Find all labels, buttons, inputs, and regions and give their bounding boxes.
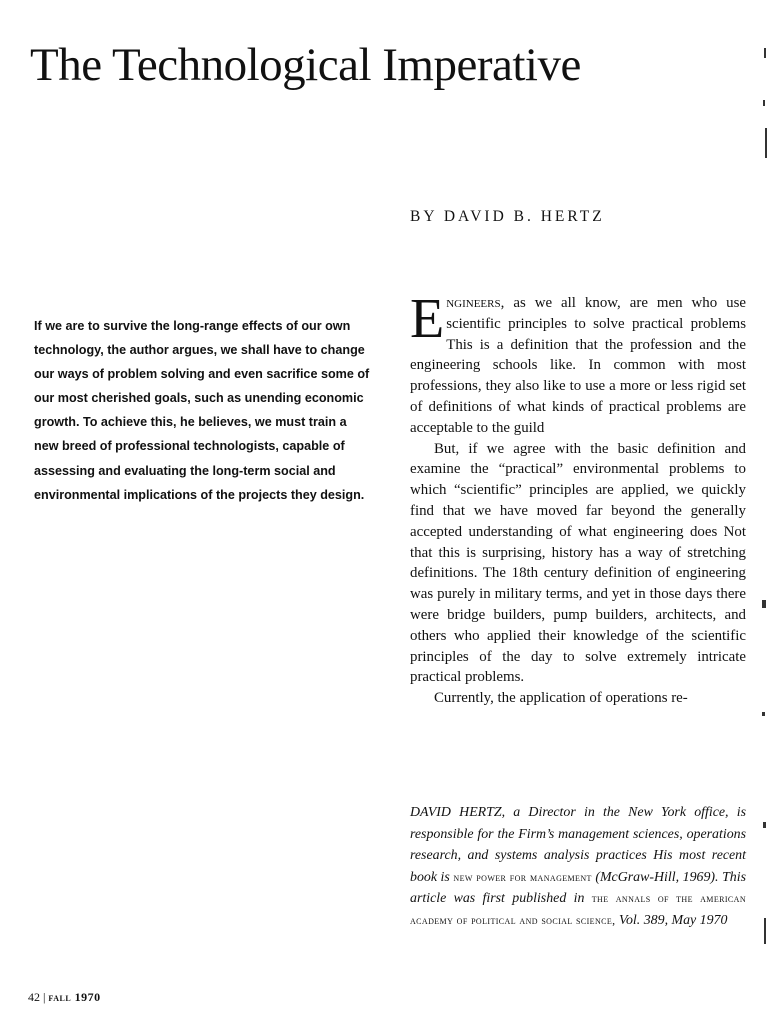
scan-edge-artifacts xyxy=(758,0,768,1024)
bio-book-title: new power for management xyxy=(453,869,592,884)
bio-text-3: Vol. 389, May 1970 xyxy=(615,912,728,928)
article-title: The Technological Imperative xyxy=(30,39,581,91)
body-paragraph-2: But, if we agree with the basic definition and examine the “practical” environmental problems to which “scientific” principles are applied, we quickly find that we have moved far beyond the generally accepted understanding of what engineering does Not that this is surprising, history has a way of stretching definitions. The 18th century definition of engineering was purely in military terms, and yet in those days there were bridge builders, pump builders, architects, and others who applied their knowledge of the scientific principles of the day to solve extremely intricate practical problems. xyxy=(410,440,746,686)
abstract-text: If we are to survive the long-range effects of our own technology, the author argues, we shall have to change our ways of problem solving and even sacrifice some of our most cherished goals, such as unending economic growth. To achieve this, he believes, we must train a new breed of professional technologists, capable of assessing and evaluating the long-term social and environmental implications of the projects they design. xyxy=(34,319,370,502)
body-paragraph-3: Currently, the application of operations re- xyxy=(434,690,688,707)
author-bio xyxy=(410,802,746,931)
lead-in-smallcaps: ngineers, xyxy=(446,295,505,311)
issue-date: fall 1970 xyxy=(48,990,101,1004)
folio-separator: | xyxy=(43,990,46,1004)
bio-text-1: DAVID HERTZ, a Director in the New York office, is responsible for the Firm’s management sciences, operations research, and systems analysis practices His most recent book is xyxy=(410,805,746,885)
edge-mark xyxy=(764,918,766,944)
bio-text-2: (McGraw-Hill, 1969). This article was first published in xyxy=(410,869,746,906)
page-footer xyxy=(28,990,101,1005)
byline: BY DAVID B. HERTZ xyxy=(410,208,605,225)
edge-mark xyxy=(763,822,766,828)
edge-mark xyxy=(763,100,765,106)
author-bio-text xyxy=(410,802,746,931)
article-abstract xyxy=(34,314,374,507)
edge-mark xyxy=(762,600,766,608)
page-number: 42 xyxy=(28,990,40,1004)
drop-cap: E xyxy=(410,288,445,350)
edge-mark xyxy=(764,48,766,58)
article-body xyxy=(410,288,746,709)
body-paragraph-1-text: as we all know, are men who use scientific principles to solve practical problems This is a definition that the profession and the engineering schools like. In common with most professions, they also like to use a more or less rigid set of definitions of what kinds of practical problems are acceptable to the guild xyxy=(410,295,746,436)
edge-mark xyxy=(765,128,767,158)
body-paragraph-1 xyxy=(410,288,746,439)
edge-mark xyxy=(762,712,765,716)
bio-journal-name: the annals of the american academy of political and social science, xyxy=(410,891,746,927)
